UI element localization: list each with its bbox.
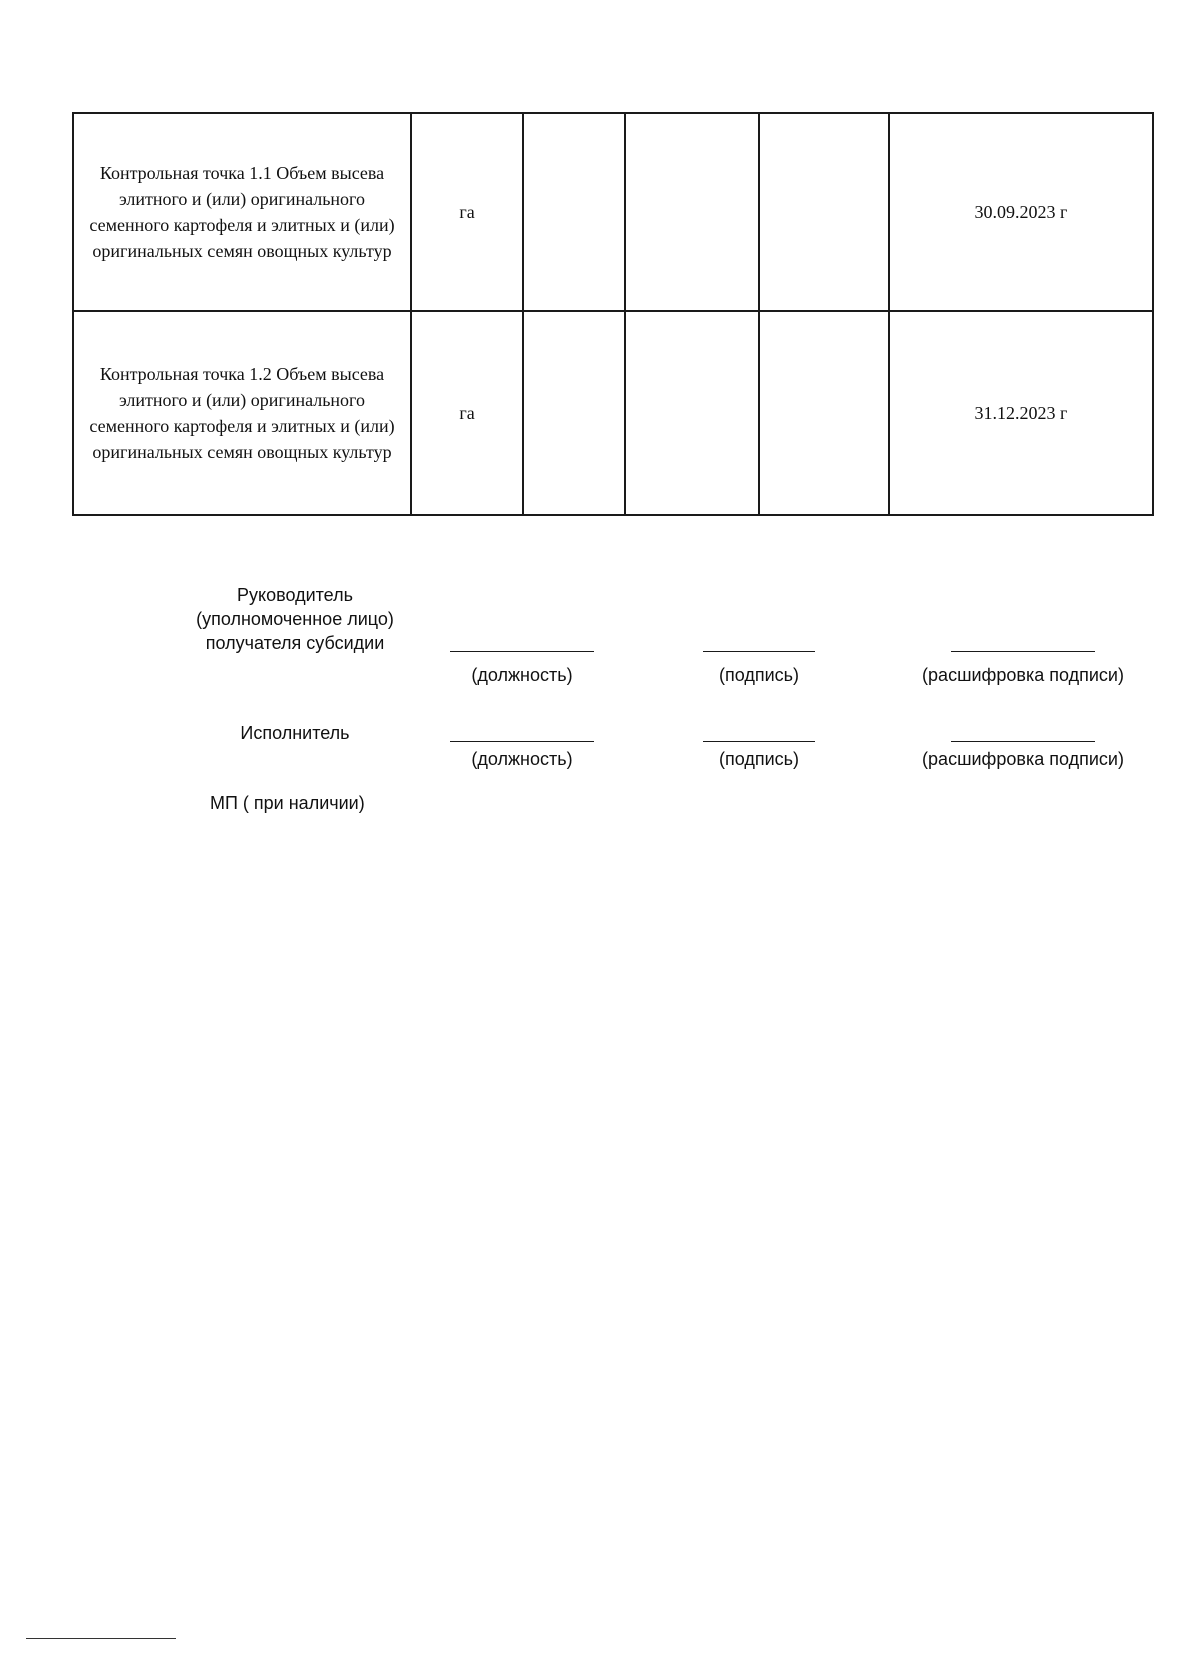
head-role-label — [170, 583, 420, 655]
head-position-caption: (должность) — [471, 665, 573, 685]
executor-role-label: Исполнитель — [240, 723, 350, 743]
control-point-name: Контрольная точка 1.2 Объем высева элитного и (или) оригинального семенного картофеля и элитных и (или) оригинальных семян овощных культур — [73, 311, 411, 515]
control-point-name: Контрольная точка 1.1 Объем высева элитного и (или) оригинального семенного картофеля и элитных и (или) оригинальных семян овощных культур — [73, 113, 411, 311]
unit-cell: га — [411, 311, 523, 515]
head-signature-line[interactable] — [703, 651, 815, 652]
deadline-date-cell: 31.12.2023 г — [889, 311, 1153, 515]
head-role-line1: Руководитель — [237, 585, 353, 605]
head-role-line3: получателя субсидии — [205, 633, 385, 653]
executor-decoding-line[interactable] — [951, 741, 1095, 742]
head-role-line2: (уполномоченное лицо) — [196, 609, 394, 629]
executor-position-caption: (должность) — [471, 749, 573, 769]
head-signature-caption: (подпись) — [718, 665, 800, 685]
head-position-line[interactable] — [450, 651, 594, 652]
deadline-date-cell: 30.09.2023 г — [889, 113, 1153, 311]
footnote-rule — [26, 1638, 176, 1639]
executor-position-line[interactable] — [450, 741, 594, 742]
unit-cell: га — [411, 113, 523, 311]
head-decoding-caption: (расшифровка подписи) — [922, 665, 1124, 685]
executor-signature-caption: (подпись) — [718, 749, 800, 769]
head-decoding-line[interactable] — [951, 651, 1095, 652]
executor-decoding-caption: (расшифровка подписи) — [922, 749, 1124, 769]
stamp-note: МП ( при наличии) — [210, 793, 365, 813]
executor-signature-line[interactable] — [703, 741, 815, 742]
